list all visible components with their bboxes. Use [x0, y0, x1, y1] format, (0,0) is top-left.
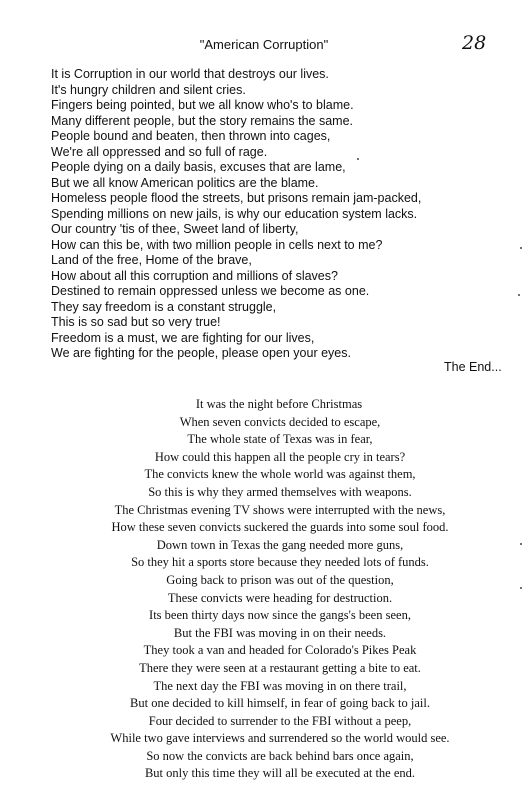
scan-speck [520, 587, 522, 589]
poem-one-line: Fingers being pointed, but we all know who's to blame. [51, 98, 354, 112]
poem-two-line: But one decided to kill himself, in fear of going back to jail. [130, 696, 430, 711]
poem-two-body [0, 396, 528, 783]
poem-one-line: This is so sad but so very true! [51, 315, 221, 329]
scan-speck [357, 158, 359, 160]
poem-two-line: The next day the FBI was moving in on there trail, [153, 678, 407, 693]
poem-one-line: It is Corruption in our world that destroys our lives. [51, 67, 329, 81]
poem-one-line: Destined to remain oppressed unless we become as one. [51, 284, 370, 298]
handwritten-page-number: 28 [462, 32, 487, 54]
poem-two-line: So they hit a sports store because they needed lots of funds. [131, 555, 429, 570]
poem-one-line: They say freedom is a constant struggle, [51, 299, 277, 314]
poem-one-line: People bound and beaten, then thrown into cages, [51, 129, 331, 143]
poem-two-line: Going back to prison was out of the question, [166, 572, 394, 587]
poem-one-line: It's hungry children and silent cries. [51, 82, 246, 97]
scan-speck [518, 294, 520, 296]
poem-two-line: So this is why they armed themselves with weapons. [148, 484, 412, 499]
poem-two-line: Its been thirty days now since the gangs's been seen, [149, 608, 411, 623]
poem-one-line: People dying on a daily basis, excuses that are lame, [51, 160, 346, 174]
poem-two-line: So now the convicts are back behind bars once again, [146, 748, 414, 763]
poem-one-line: Spending millions on new jails, is why our education system lacks. [51, 206, 418, 221]
poem-two-line: The whole state of Texas was in fear, [187, 432, 373, 447]
poem-two-line: It was the night before Christmas [195, 397, 363, 411]
poem-one-line: Many different people, but the story remains the same. [51, 113, 354, 128]
scan-speck [520, 543, 522, 545]
poem-two-line: But the FBI was moving in on their needs. [173, 625, 387, 640]
poem-two-line: They took a van and headed for Colorado's Pikes Peak [143, 643, 417, 658]
poem-one-line: How about all this corruption and millions of slaves? [51, 268, 338, 283]
poem-one-line: Homeless people flood the streets, but prisons remain jam-packed, [51, 191, 422, 205]
poem-two-line: While two gave interviews and surrendered so the world would see. [110, 731, 450, 746]
poem-two-line: How could this happen all the people cry in tears? [154, 449, 406, 464]
poem-two-line: When seven convicts decided to escape, [179, 414, 381, 429]
poem-two-line: There they were seen at a restaurant getting a bite to eat. [139, 660, 421, 675]
poem-title: "American Corruption" [199, 37, 329, 52]
poem-two-line: But only this time they will all be executed at the end. [144, 766, 416, 781]
poem-two-line: How these seven convicts suckered the guards into some soul food. [111, 520, 449, 535]
poem-one-line: Freedom is a must, we are fighting for our lives, [51, 330, 315, 345]
poem-two-line: Four decided to surrender to the FBI without a peep, [148, 713, 412, 728]
poem-two-line: These convicts were heading for destruction. [167, 590, 393, 605]
poem-two-line: The convicts knew the whole world was against them, [144, 467, 416, 482]
the-end-label: The End... [444, 360, 502, 374]
scan-speck [520, 247, 522, 249]
poem-two-line: The Christmas evening TV shows were interrupted with the news, [114, 502, 446, 517]
poem-two-line: Down town in Texas the gang needed more guns, [156, 537, 404, 552]
poem-one-line: But we all know American politics are the blame. [51, 175, 319, 190]
poem-one-body [51, 67, 521, 362]
poem-one-line: Our country 'tis of thee, Sweet land of liberty, [51, 222, 299, 236]
poem-one-line: We're all oppressed and so full of rage. [51, 144, 268, 159]
poem-one-line: Land of the free, Home of the brave, [51, 253, 252, 267]
poem-one-line: We are fighting for the people, please open your eyes. [51, 346, 351, 360]
poem-one-line: How can this be, with two million people in cells next to me? [51, 237, 383, 252]
